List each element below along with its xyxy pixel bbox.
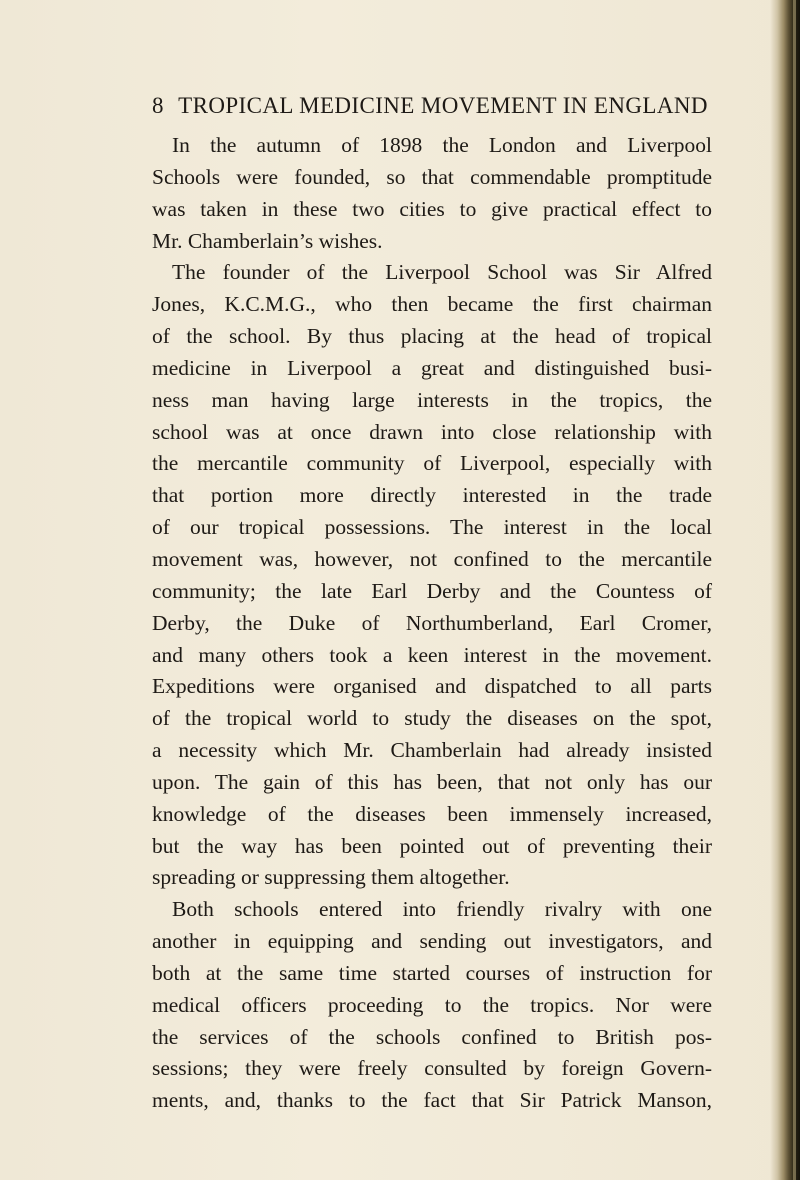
text-line: both at the same time started courses of instruction for: [152, 960, 712, 985]
text-line: the mercantile community of Liverpool, especially with: [152, 451, 712, 476]
body-text: [152, 130, 712, 1117]
text-line: but the way has been pointed out of preventing their: [152, 833, 712, 858]
text-line: that portion more directly interested in the trade: [152, 483, 712, 508]
text-line: another in equipping and sending out investigators, and: [152, 929, 712, 954]
text-line: sessions; they were freely consulted by foreign Govern-: [152, 1056, 712, 1081]
text-line: Expeditions were organised and dispatched to all parts: [152, 674, 712, 699]
text-line: of the tropical world to study the diseases on the spot,: [152, 706, 712, 731]
text-line: Jones, K.C.M.G., who then became the first chairman: [152, 292, 712, 317]
text-line: The founder of the Liverpool School was Sir Alfred: [172, 260, 712, 285]
text-line: was taken in these two cities to give practical effect to: [152, 196, 712, 221]
page-number: 8: [152, 93, 164, 118]
running-head: [152, 93, 712, 123]
text-line: of our tropical possessions. The interest in the local: [152, 515, 712, 540]
text-line: a necessity which Mr. Chamberlain had already insisted: [152, 738, 712, 763]
text-line: the services of the schools confined to British pos-: [152, 1024, 712, 1049]
text-line: community; the late Earl Derby and the Countess of: [152, 578, 712, 603]
text-line: school was at once drawn into close relationship with: [152, 419, 712, 444]
text-line: spreading or suppressing them altogether.: [152, 865, 510, 890]
text-line: ments, and, thanks to the fact that Sir Patrick Manson,: [152, 1088, 712, 1113]
text-line: In the autumn of 1898 the London and Liverpool: [172, 133, 712, 157]
running-title: TROPICAL MEDICINE MOVEMENT IN ENGLAND: [178, 93, 708, 118]
text-line: medicine in Liverpool a great and distinguished busi-: [152, 355, 712, 380]
text-line: Derby, the Duke of Northumberland, Earl Cromer,: [152, 610, 712, 635]
text-line: upon. The gain of this has been, that not only has our: [152, 769, 712, 794]
text-line: Schools were founded, so that commendable promptitude: [152, 164, 712, 189]
text-line: Both schools entered into friendly rivalry with one: [172, 897, 712, 922]
text-line: Mr. Chamberlain’s wishes.: [152, 228, 383, 253]
text-line: and many others took a keen interest in the movement.: [152, 642, 712, 667]
page-edge: [793, 0, 796, 1180]
text-line: of the school. By thus placing at the head of tropical: [152, 324, 712, 349]
text-line: knowledge of the diseases been immensely increased,: [152, 801, 712, 826]
text-line: medical officers proceeding to the tropics. Nor were: [152, 992, 712, 1017]
text-line: ness man having large interests in the tropics, the: [152, 387, 712, 412]
text-line: movement was, however, not confined to the mercantile: [152, 546, 712, 571]
